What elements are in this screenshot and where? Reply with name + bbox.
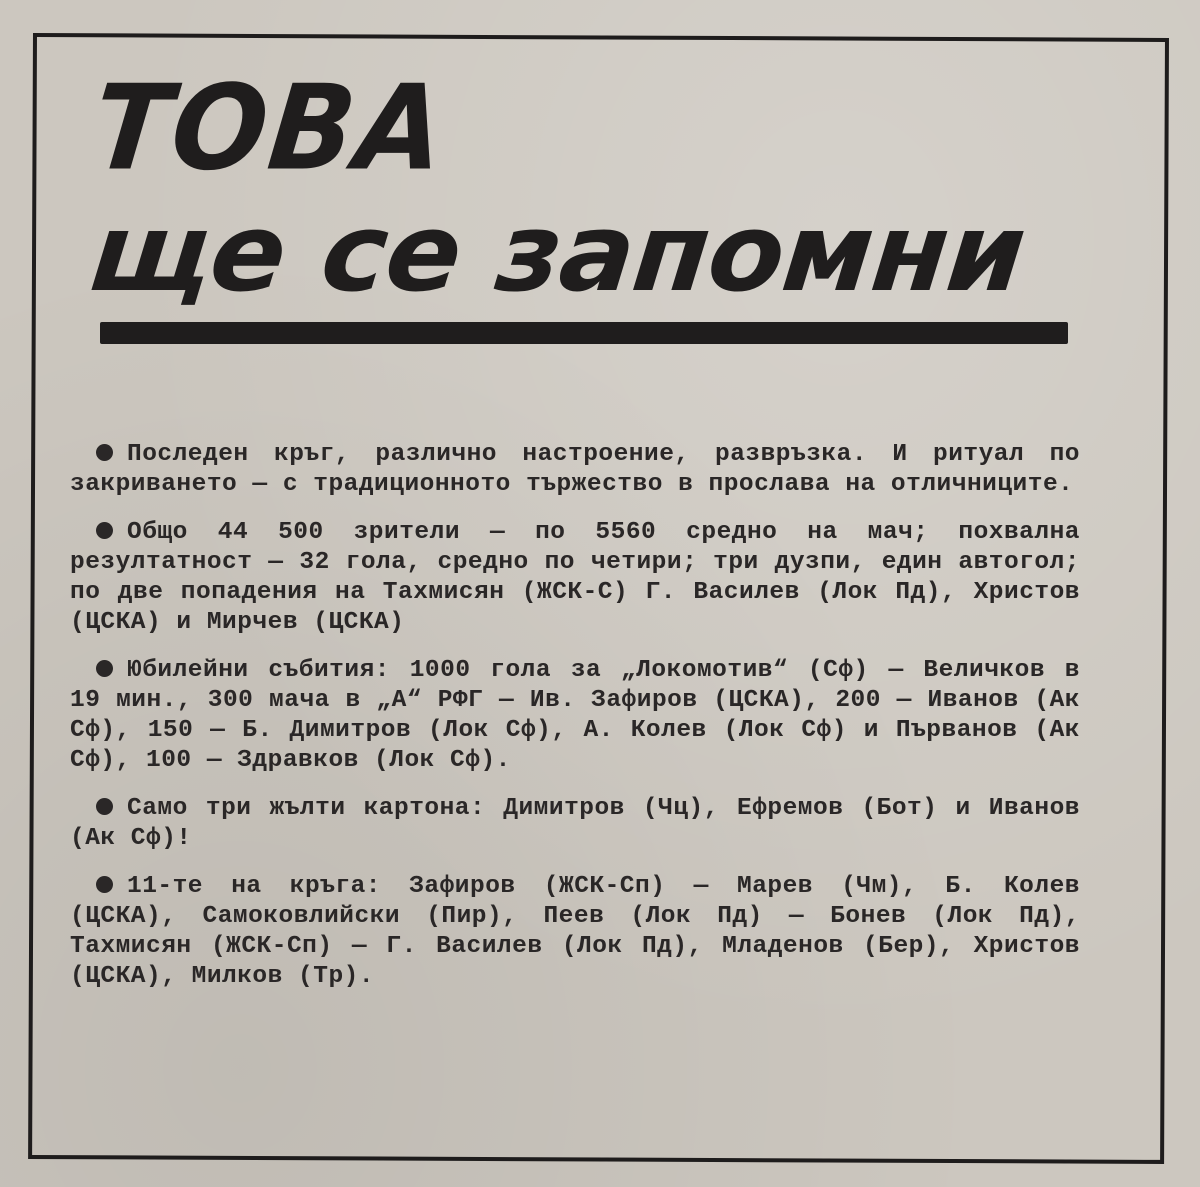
paragraph-text: Общо 44 500 зрители — по 5560 средно на мач; похвална резултатност — 32 гола, средно по четири; три дузпи, един автогол; по две попадения на Тахмисян (ЖСК-С) Г. Василев (Лок Пд), Христов (ЦСКА) и Мирчев (ЦСКА) [70, 519, 1080, 636]
paragraph-closing-round [70, 440, 1080, 500]
paragraph-text: 11-те на кръга: Зафиров (ЖСК-Сп) — Марев (Чм), Б. Колев (ЦСКА), Самоковлийски (Пир), Пеев (Лок Пд) — Бонев (Лок Пд), Тахмисян (ЖСК-Сп) — Г. Василев (Лок Пд), Младенов (Бер), Христов (ЦСКА), Милков (Тр). [70, 873, 1080, 990]
headline-line-1: ТОВА [86, 60, 453, 198]
headline-underline [100, 322, 1068, 344]
paragraph-text: Само три жълти картона: Димитров (Чц), Ефремов (Бот) и Иванов (Ак Сф)! [70, 795, 1080, 852]
paragraph-yellow-cards [70, 794, 1080, 854]
paragraph-text: Последен кръг, различно настроение, развръзка. И ритуал по закриването — с традиционното тържество в прослава на отличниците. [70, 441, 1080, 498]
article-body [70, 440, 1080, 1010]
paragraph-text: Юбилейни събития: 1000 гола за „Локомотив“ (Сф) — Величков в 19 мин., 300 мача в „А“ РФГ — Ив. Зафиров (ЦСКА), 200 — Иванов (Ак Сф), 150 — Б. Димитров (Лок Сф), А. Колев (Лок Сф) и Първанов (Ак Сф), 100 — Здравков (Лок Сф). [70, 657, 1080, 774]
bullet-icon [96, 522, 113, 539]
bullet-icon [96, 660, 113, 677]
paragraph-jubilee-events [70, 656, 1080, 776]
bullet-icon [96, 444, 113, 461]
bullet-icon [96, 798, 113, 815]
bullet-icon [96, 876, 113, 893]
paragraph-statistics [70, 518, 1080, 638]
headline-line-2: ще се запомни [83, 191, 1031, 316]
paragraph-team-of-round [70, 872, 1080, 992]
